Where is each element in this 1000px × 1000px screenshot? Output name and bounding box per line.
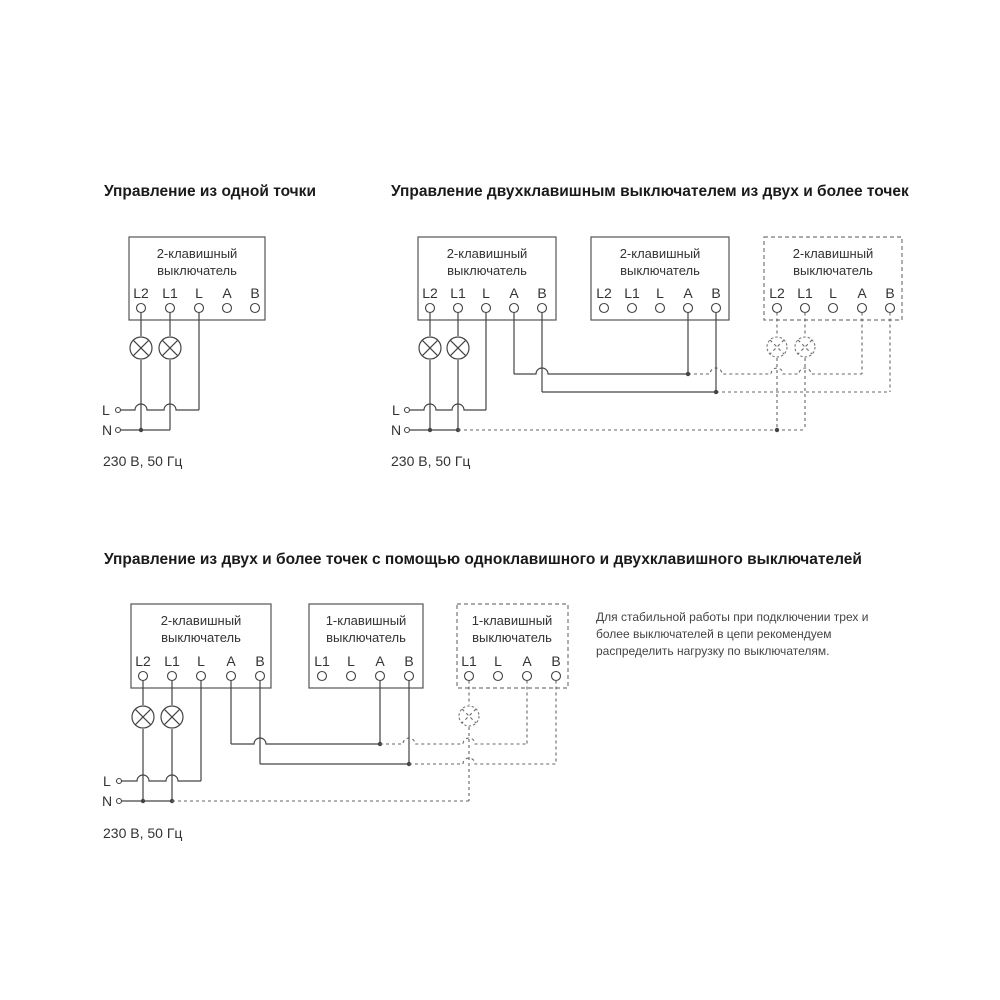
terminal-icon (251, 304, 260, 313)
terminal-icon (600, 304, 609, 313)
terminal-icon (523, 672, 532, 681)
terminal-label-a: A (226, 653, 236, 669)
terminal-label-a: A (522, 653, 532, 669)
lamp-icon (159, 337, 181, 359)
terminal-label-a: A (375, 653, 385, 669)
terminal-icon (197, 672, 206, 681)
recommendation-note (596, 610, 868, 658)
supply-l-label: L (102, 402, 110, 418)
terminal-label-l1: L1 (164, 653, 180, 669)
terminal-label-l1: L1 (314, 653, 330, 669)
terminal-icon (139, 672, 148, 681)
switch-type-label: выключатель (326, 630, 406, 645)
terminal-icon (318, 672, 327, 681)
terminal-label-l1: L1 (624, 285, 640, 301)
lamp-icon (419, 337, 441, 359)
switch-type-label: 2-клавишный (160, 613, 242, 628)
voltage-label: 230 В, 50 Гц (103, 825, 183, 841)
terminal-icon (405, 672, 414, 681)
switch-type-label: 2-клавишный (792, 246, 874, 261)
terminal-label-l: L (656, 285, 664, 301)
terminal-icon (405, 428, 410, 433)
terminal-icon (426, 304, 435, 313)
note-line: распределить нагрузку по выключателям. (596, 644, 830, 658)
switch-type-label: выключатель (620, 263, 700, 278)
switch-type-label: выключатель (472, 630, 552, 645)
supply-l-label: L (392, 402, 400, 418)
terminal-label-l2: L2 (422, 285, 438, 301)
terminal-label-l2: L2 (135, 653, 151, 669)
terminal-label-b: B (537, 285, 547, 301)
terminal-icon (858, 304, 867, 313)
lamp-icon (132, 706, 154, 728)
terminal-icon (656, 304, 665, 313)
terminal-icon (137, 304, 146, 313)
wires (121, 313, 199, 433)
terminal-label-b: B (255, 653, 265, 669)
terminal-icon (117, 779, 122, 784)
terminal-icon (117, 799, 122, 804)
terminal-label-l1: L1 (450, 285, 466, 301)
terminal-label-a: A (857, 285, 867, 301)
switch-type-label: 2-клавишный (156, 246, 238, 261)
terminal-label-l1: L1 (461, 653, 477, 669)
section-title: Управление двухклавишным выключателем из двух и более точек (391, 183, 909, 200)
section-title: Управление из двух и более точек с помощью одноклавишного и двухклавишного выключателей (104, 551, 862, 568)
terminal-label-l: L (195, 285, 203, 301)
switch-1key-optional (457, 604, 568, 688)
section-two-point (391, 183, 909, 469)
terminal-label-b: B (711, 285, 721, 301)
terminal-icon (405, 408, 410, 413)
terminal-icon (465, 672, 474, 681)
terminal-icon (712, 304, 721, 313)
terminal-icon (829, 304, 838, 313)
terminal-icon (684, 304, 693, 313)
lamp-icon (795, 337, 815, 357)
note-line: более выключателей в цепи рекомендуем (596, 627, 832, 641)
note-line: Для стабильной работы при подключении трех и (596, 610, 869, 624)
terminal-icon (168, 672, 177, 681)
terminal-icon (801, 304, 810, 313)
terminal-icon (482, 304, 491, 313)
terminal-label-l1: L1 (797, 285, 813, 301)
switch-type-label: выключатель (157, 263, 237, 278)
terminal-icon (116, 428, 121, 433)
terminal-icon (347, 672, 356, 681)
voltage-label: 230 В, 50 Гц (103, 453, 183, 469)
terminal-label-l2: L2 (596, 285, 612, 301)
supply-l-label: L (103, 773, 111, 789)
switch-type-label: выключатель (793, 263, 873, 278)
switch-1key (309, 604, 423, 688)
terminal-icon (510, 304, 519, 313)
terminal-label-b: B (551, 653, 561, 669)
switch-type-label: выключатель (447, 263, 527, 278)
terminal-icon (773, 304, 782, 313)
terminal-label-l: L (347, 653, 355, 669)
terminal-label-b: B (250, 285, 260, 301)
terminal-icon (628, 304, 637, 313)
terminal-label-l: L (494, 653, 502, 669)
switch-2key-primary (418, 237, 556, 320)
switch-type-label: 1-клавишный (471, 613, 553, 628)
terminal-label-a: A (222, 285, 232, 301)
supply-n-label: N (102, 422, 113, 438)
terminal-label-l2: L2 (133, 285, 149, 301)
voltage-label: 230 В, 50 Гц (391, 453, 471, 469)
terminal-label-l: L (197, 653, 205, 669)
terminal-label-l2: L2 (769, 285, 785, 301)
supply (102, 773, 182, 841)
switch-type-label: 2-клавишный (446, 246, 528, 261)
terminal-icon (116, 408, 121, 413)
section-mixed (102, 551, 868, 841)
lamp-icon (130, 337, 152, 359)
switch-2key (131, 604, 271, 688)
terminal-icon (376, 672, 385, 681)
terminal-icon (886, 304, 895, 313)
supply-n-label: N (102, 793, 113, 809)
terminal-label-b: B (404, 653, 414, 669)
wires (410, 313, 890, 433)
terminal-icon (227, 672, 236, 681)
lamp-icon (161, 706, 183, 728)
terminal-label-b: B (885, 285, 895, 301)
terminal-label-a: A (509, 285, 519, 301)
lamp-icon (459, 706, 479, 726)
terminal-icon (454, 304, 463, 313)
switch-2key-secondary (591, 237, 729, 320)
switch-type-label: выключатель (161, 630, 241, 645)
terminal-label-a: A (683, 285, 693, 301)
terminal-icon (195, 304, 204, 313)
switch-type-label: 1-клавишный (325, 613, 407, 628)
terminal-icon (494, 672, 503, 681)
lamp-icon (767, 337, 787, 357)
terminal-label-l: L (482, 285, 490, 301)
terminal-icon (256, 672, 265, 681)
section-title: Управление из одной точки (104, 183, 316, 200)
switch-2key (129, 237, 265, 320)
switch-type-label: 2-клавишный (619, 246, 701, 261)
terminal-icon (552, 672, 561, 681)
terminal-label-l: L (829, 285, 837, 301)
lamp-icon (447, 337, 469, 359)
wires (121, 681, 556, 804)
terminal-icon (166, 304, 175, 313)
supply-n-label: N (391, 422, 402, 438)
terminal-icon (223, 304, 232, 313)
section-one-point (102, 183, 316, 469)
switch-2key-optional (764, 237, 902, 320)
terminal-icon (538, 304, 547, 313)
terminal-label-l1: L1 (162, 285, 178, 301)
